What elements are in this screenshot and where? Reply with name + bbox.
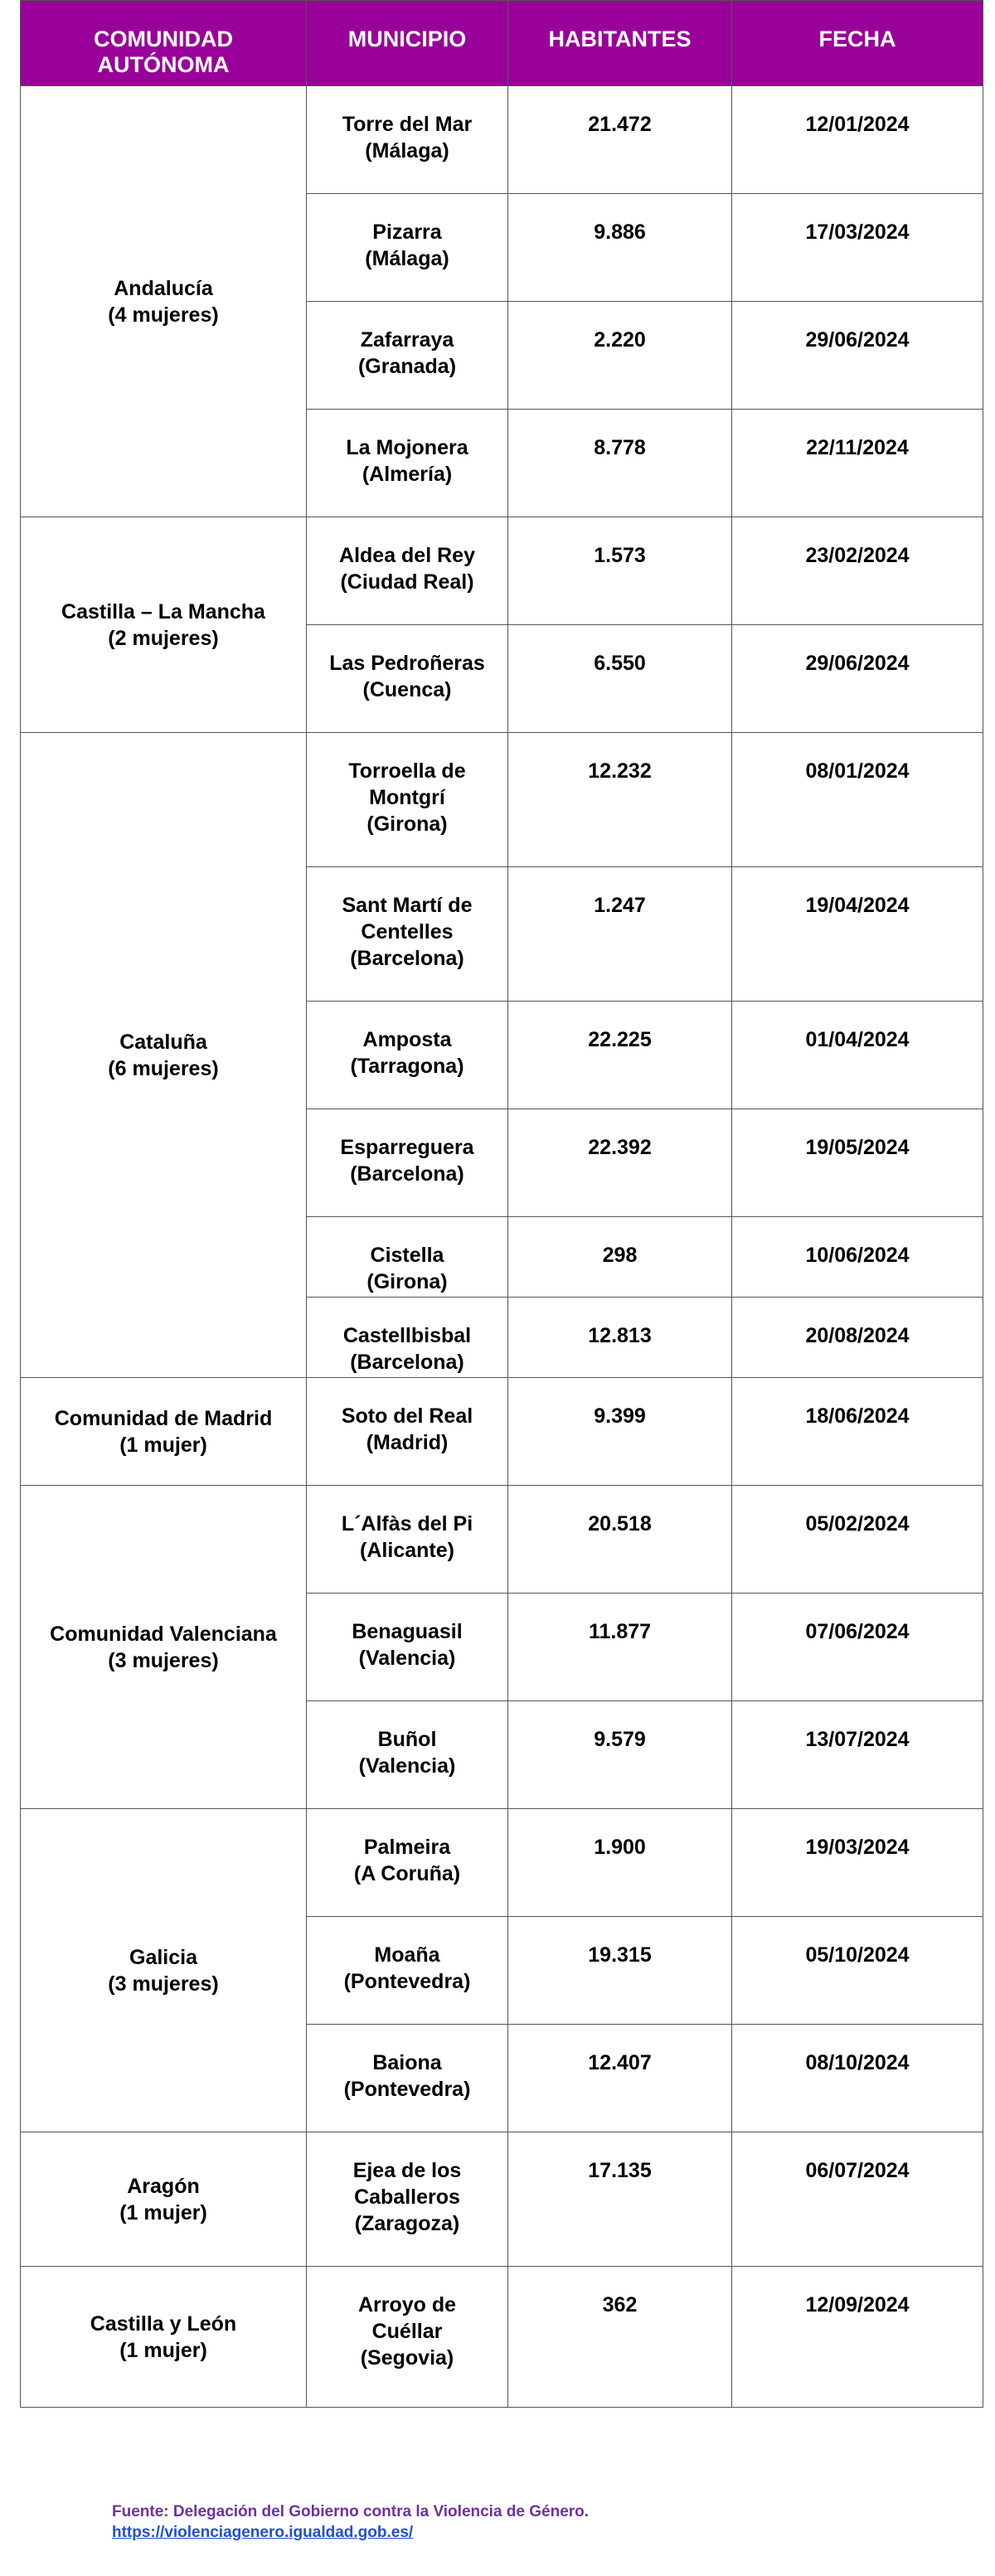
municipio-value: Baiona (Pontevedra) [343, 2051, 471, 2101]
municipio-value: Las Pedroñeras (Cuenca) [329, 652, 485, 701]
fecha-value: 29/06/2024 [805, 652, 910, 675]
source-note: Fuente: Delegación del Gobierno contra la Violencia de Género. [112, 2503, 590, 2520]
habitantes-value: 17.135 [588, 2159, 652, 2182]
header-municipio [307, 1, 508, 86]
region-name: Galicia (3 mujeres) [108, 1945, 219, 1996]
habitantes-cell [508, 1701, 732, 1809]
fecha-value: 12/09/2024 [805, 2293, 910, 2316]
fecha-cell [732, 2025, 983, 2132]
fecha-cell [732, 1378, 983, 1486]
municipio-cell [307, 1809, 508, 1917]
municipio-cell [307, 1298, 508, 1378]
table-row [21, 517, 983, 625]
header-municipio-label: MUNICIPIO [347, 27, 467, 51]
region-cell [21, 1486, 307, 1809]
habitantes-cell [508, 625, 732, 733]
municipio-value: Amposta (Tarragona) [350, 1028, 464, 1078]
municipio-cell [307, 410, 508, 517]
habitantes-cell [508, 410, 732, 517]
habitantes-value: 9.579 [594, 1728, 646, 1751]
habitantes-cell [508, 1594, 732, 1701]
municipio-cell [307, 2025, 508, 2132]
data-table [20, 0, 983, 2408]
habitantes-value: 21.472 [588, 113, 652, 136]
municipio-cell [307, 1378, 508, 1486]
fecha-value: 06/07/2024 [805, 2159, 910, 2182]
fecha-value: 10/06/2024 [805, 1244, 910, 1267]
habitantes-value: 12.232 [588, 759, 652, 783]
fecha-cell [732, 86, 983, 194]
habitantes-value: 1.900 [594, 1836, 646, 1859]
habitantes-cell [508, 1109, 732, 1217]
table-row [21, 2267, 983, 2408]
municipio-cell [307, 1486, 508, 1594]
fecha-cell [732, 410, 983, 517]
region-name: Comunidad de Madrid (1 mujer) [54, 1406, 273, 1457]
table-row [21, 1378, 983, 1486]
table-row [21, 2132, 983, 2267]
fecha-cell [732, 194, 983, 302]
region-name: Aragón (1 mujer) [119, 2174, 207, 2224]
municipio-value: Benaguasil (Valencia) [352, 1620, 463, 1670]
fecha-cell [732, 1217, 983, 1298]
fecha-value: 23/02/2024 [805, 544, 910, 567]
habitantes-value: 9.399 [594, 1404, 646, 1428]
habitantes-cell [508, 2025, 732, 2132]
municipio-cell [307, 1002, 508, 1109]
fecha-value: 05/02/2024 [805, 1512, 910, 1535]
fecha-cell [732, 302, 983, 410]
municipio-cell [307, 86, 508, 194]
fecha-cell [732, 1486, 983, 1594]
region-cell [21, 517, 307, 733]
habitantes-cell [508, 1809, 732, 1917]
fecha-value: 05/10/2024 [805, 1943, 910, 1967]
fecha-value: 12/01/2024 [805, 113, 910, 136]
habitantes-value: 8.778 [594, 436, 646, 459]
habitantes-value: 362 [602, 2293, 638, 2316]
source-footer [112, 2501, 589, 2543]
fecha-cell [732, 1594, 983, 1701]
region-name: Andalucía (4 mujeres) [108, 276, 219, 327]
region-name: Comunidad Valenciana (3 mujeres) [50, 1622, 277, 1672]
fecha-cell [732, 1701, 983, 1809]
habitantes-cell [508, 1002, 732, 1109]
habitantes-value: 12.813 [588, 1324, 652, 1347]
municipio-value: L´Alfàs del Pi (Alicante) [341, 1512, 473, 1562]
table-body [21, 86, 983, 2408]
table-row [21, 1486, 983, 1594]
fecha-value: 08/01/2024 [805, 759, 910, 783]
region-cell [21, 86, 307, 517]
fecha-value: 01/04/2024 [805, 1028, 910, 1051]
municipio-value: La Mojonera (Almería) [346, 436, 468, 486]
fecha-value: 29/06/2024 [805, 328, 910, 352]
fecha-value: 19/04/2024 [805, 894, 910, 917]
header-comunidad-label: COMUNIDAD AUTÓNOMA [94, 27, 233, 77]
municipio-cell [307, 194, 508, 302]
header-fecha [732, 1, 983, 86]
habitantes-cell [508, 194, 732, 302]
table-header [21, 1, 983, 86]
fecha-value: 08/10/2024 [805, 2051, 910, 2074]
habitantes-value: 298 [602, 1244, 638, 1267]
municipio-value: Moaña (Pontevedra) [343, 1943, 471, 1993]
municipio-cell [307, 1217, 508, 1298]
header-fecha-label: FECHA [818, 27, 896, 51]
header-row [21, 1, 983, 86]
municipio-cell [307, 1109, 508, 1217]
header-comunidad [21, 1, 307, 86]
habitantes-cell [508, 2132, 732, 2267]
municipio-value: Castellbisbal (Barcelona) [342, 1324, 472, 1374]
fecha-value: 22/11/2024 [806, 436, 909, 459]
municipio-cell [307, 733, 508, 867]
fecha-value: 13/07/2024 [805, 1728, 910, 1751]
municipio-value: Torroella de Montgrí (Girona) [348, 759, 466, 836]
municipio-cell [307, 302, 508, 410]
fecha-cell [732, 1298, 983, 1378]
header-habitantes-label: HABITANTES [548, 27, 692, 51]
municipio-value: Aldea del Rey (Ciudad Real) [339, 544, 475, 594]
fecha-value: 19/03/2024 [805, 1836, 910, 1859]
habitantes-cell [508, 1917, 732, 2025]
habitantes-value: 19.315 [588, 1943, 652, 1967]
habitantes-cell [508, 1486, 732, 1594]
fecha-value: 19/05/2024 [805, 1136, 910, 1159]
habitantes-value: 2.220 [594, 328, 646, 352]
municipio-cell [307, 867, 508, 1002]
habitantes-value: 11.877 [588, 1620, 652, 1643]
municipio-cell [307, 517, 508, 625]
fecha-cell [732, 2267, 983, 2408]
fecha-cell [732, 1917, 983, 2025]
region-cell [21, 733, 307, 1378]
municipio-value: Sant Martí de Centelles (Barcelona) [342, 894, 473, 970]
habitantes-cell [508, 86, 732, 194]
region-cell [21, 1378, 307, 1486]
municipio-cell [307, 625, 508, 733]
municipio-value: Soto del Real (Madrid) [341, 1404, 473, 1454]
municipio-value: Ejea de los Caballeros (Zaragoza) [352, 2159, 462, 2235]
fecha-cell [732, 625, 983, 733]
habitantes-cell [508, 1378, 732, 1486]
municipio-value: Buñol (Valencia) [358, 1728, 456, 1778]
fecha-value: 20/08/2024 [805, 1324, 910, 1347]
fecha-value: 07/06/2024 [805, 1620, 910, 1643]
habitantes-cell [508, 2267, 732, 2408]
municipio-cell [307, 1917, 508, 2025]
municipio-value: Torre del Mar (Málaga) [342, 113, 473, 163]
habitantes-cell [508, 302, 732, 410]
municipio-value: Arroyo de Cuéllar (Segovia) [357, 2293, 457, 2370]
fecha-cell [732, 517, 983, 625]
habitantes-value: 22.225 [588, 1028, 652, 1051]
habitantes-value: 1.573 [594, 544, 646, 567]
region-cell [21, 2267, 307, 2408]
fecha-value: 18/06/2024 [805, 1404, 910, 1428]
header-habitantes [508, 1, 732, 86]
region-name: Castilla – La Mancha (2 mujeres) [61, 599, 265, 650]
municipio-value: Cistella (Girona) [366, 1244, 448, 1293]
table-row [21, 1809, 983, 1917]
table-row [21, 86, 983, 194]
habitantes-cell [508, 733, 732, 867]
municipio-cell [307, 1701, 508, 1809]
table-row [21, 733, 983, 867]
habitantes-cell [508, 517, 732, 625]
municipio-cell [307, 1594, 508, 1701]
source-link[interactable]: https://violenciagenero.igualdad.gob.es/ [112, 2524, 414, 2541]
fecha-cell [732, 2132, 983, 2267]
region-name: Cataluña (6 mujeres) [108, 1030, 219, 1080]
municipio-value: Zafarraya (Granada) [357, 328, 457, 378]
municipio-value: Pizarra (Málaga) [365, 221, 449, 270]
habitantes-value: 6.550 [594, 652, 646, 675]
municipio-cell [307, 2132, 508, 2267]
fecha-cell [732, 1002, 983, 1109]
municipio-value: Esparreguera (Barcelona) [340, 1136, 474, 1186]
habitantes-value: 9.886 [594, 221, 646, 244]
habitantes-value: 12.407 [588, 2051, 652, 2074]
habitantes-value: 22.392 [588, 1136, 652, 1159]
habitantes-cell [508, 1298, 732, 1378]
fecha-cell [732, 867, 983, 1002]
region-name: Castilla y León (1 mujer) [90, 2312, 237, 2362]
municipio-cell [307, 2267, 508, 2408]
habitantes-cell [508, 867, 732, 1002]
region-cell [21, 2132, 307, 2267]
habitantes-value: 1.247 [594, 894, 646, 917]
fecha-cell [732, 1809, 983, 1917]
habitantes-value: 20.518 [588, 1512, 652, 1535]
habitantes-cell [508, 1217, 732, 1298]
municipio-value: Palmeira (A Coruña) [353, 1836, 461, 1885]
fecha-cell [732, 733, 983, 867]
fecha-cell [732, 1109, 983, 1217]
region-cell [21, 1809, 307, 2132]
fecha-value: 17/03/2024 [805, 221, 910, 244]
